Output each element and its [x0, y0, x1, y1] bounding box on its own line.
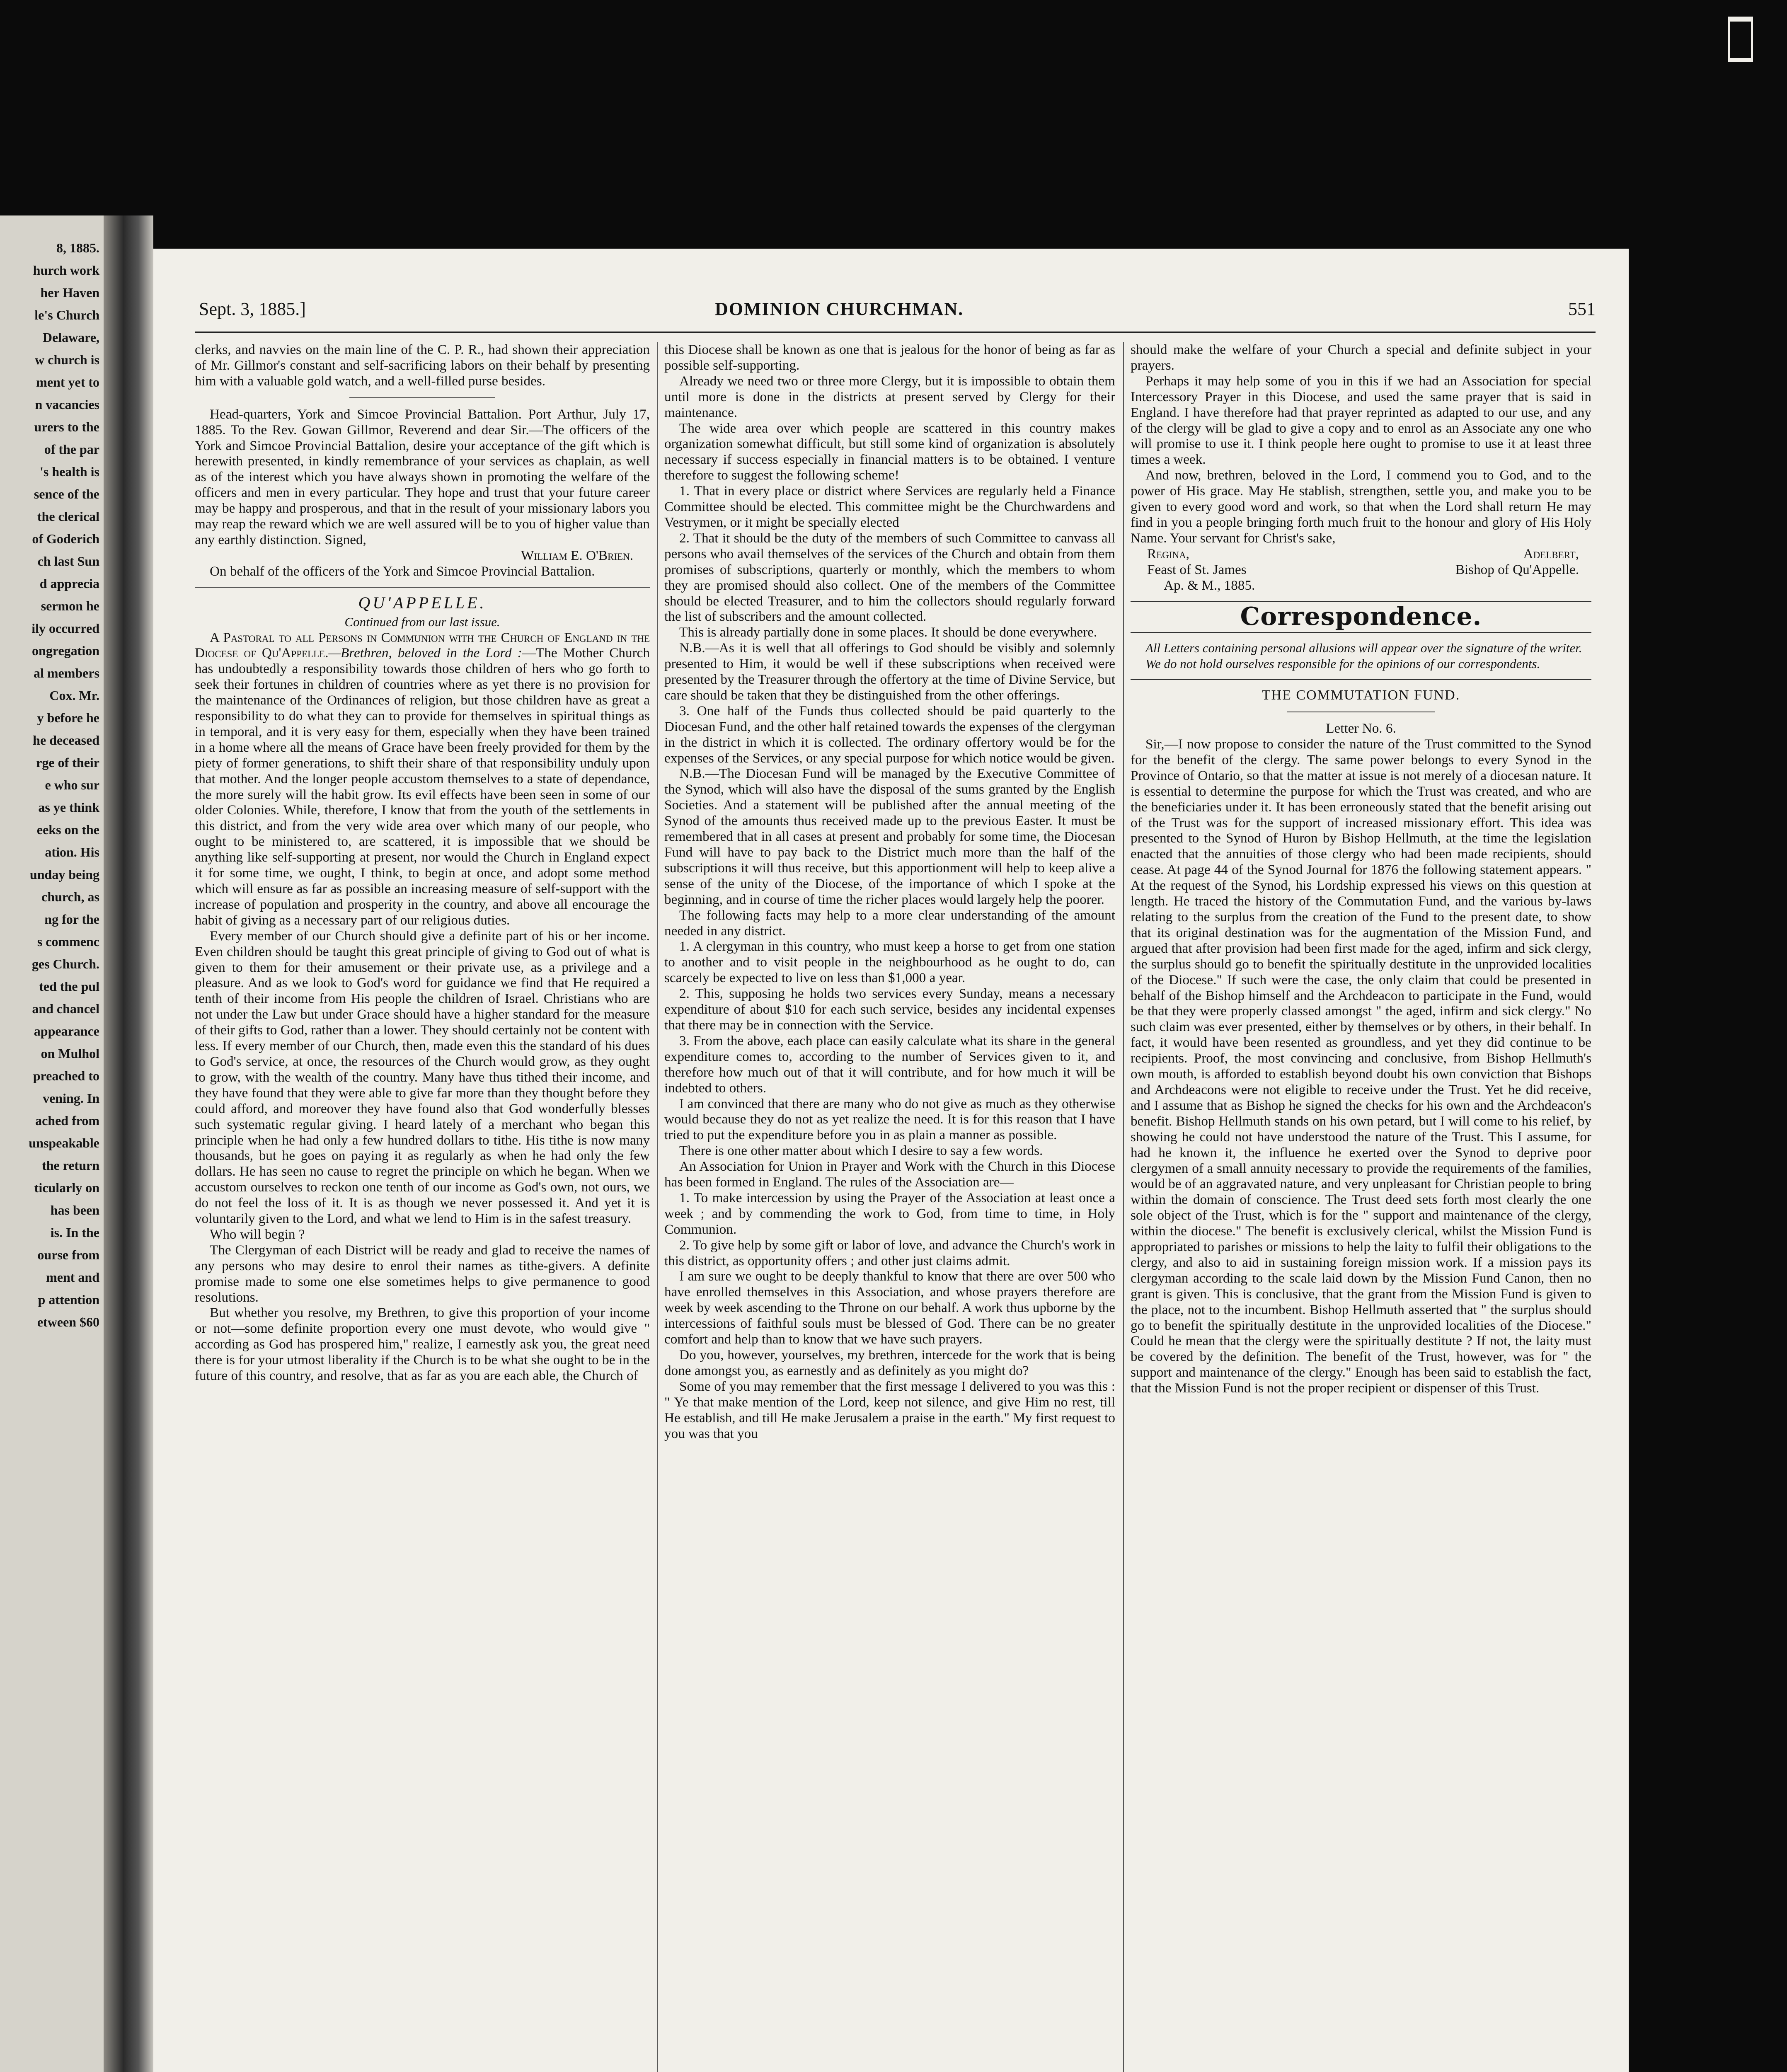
previous-page-line: p attention: [38, 1292, 99, 1307]
pastoral-p1: —The Mother Church has undoubtedly a responsibility towards those children of hers who go forth to seek their fortunes in children of countries where as yet there is no provision for the maintenance of the Ordinances of religion, but those children have as great a responsibility to do what they can to provide for themselves in spiritual things as in temporal, and it is very easy for them, especially when they have been trained in a home where all the means of Grace have been freely provided for them by the piety of former generations, to shift their share of that responsibility unduly upon that mother. And the longer people accustom themselves to a state of dependance, the more surely will the habit grow. Its evil effects have been seen in some of our older Colonies. While, therefore, I know that from the youth of the settlements in this district, and from the very wide area over which many of our people, who ought to be ministered to, are scattered, it is impossible that we should be anything like self-supporting at present, nor would the Church in England expect it for some time, we ought, I think, to begin at once, and adopt some method which will ensure as far as possible an increasing measure of self-support with the increase of population and prosperity in the country, and above all encourage the habit of giving as a necessary part of our religious duties.: [195, 645, 650, 928]
previous-page-line: ily occurred: [31, 621, 99, 636]
sig-regina: Regina,: [1147, 546, 1189, 562]
commutation-fund-title: THE COMMUTATION FUND.: [1262, 687, 1460, 703]
previous-page-line: church, as: [41, 889, 99, 904]
previous-page-line: on Mulhol: [41, 1046, 99, 1061]
previous-page-line: and chancel: [32, 1001, 99, 1016]
previous-page-line: ted the pul: [39, 979, 99, 994]
divider: [349, 397, 495, 398]
gillmor-intro: clerks, and navvies on the main line of the C. P. R., had shown their appreciation of Mr. Gillmor's constant and self-sacrificing labors on their behalf by presenting him with a valuable gold watch, and a well-filled purse besides.: [195, 342, 650, 389]
nb-offerings: N.B.—As it is well that all offerings to God should be visibly and solemnly presented to Him, it would be well if these subscriptions when received were presented by the Treasurer through the offertory at the time of Divine Service, but care should be taken that they be distinguished from the other offerings.: [664, 640, 1115, 703]
previous-page-line: rge of their: [36, 755, 99, 770]
col2-p8: An Association for Union in Prayer and Work with the Church in this Diocese has been formed in England. The rules of the Association are—: [664, 1159, 1115, 1190]
previous-page-line: ourse from: [37, 1247, 99, 1262]
previous-page-line: ment and: [46, 1270, 99, 1285]
previous-page-line: ticularly on: [34, 1180, 99, 1195]
correspondence-heading: Correspondence.: [1240, 602, 1482, 631]
col2-p1: this Diocese shall be known as one that is jealous for the honor of being as far as possible self-supporting.: [664, 342, 1115, 373]
previous-page-line: s commenc: [37, 934, 99, 949]
previous-page-line: etween $60: [37, 1314, 99, 1329]
nb-diocesan-fund: N.B.—The Diocesan Fund will be managed by the Executive Committee of the Synod, which will also have the disposal of the sums granted by the English Societies. And a statement will be published after the annual meeting of the Synod of the amounts thus received made up to the previous Easter. It must be remembered that in all cases at present and probably for some time, the Diocesan Fund will have to pay back to the District much more than the half of the subscriptions it will thus receive, but this apportionment will help to keep alive a sense of the unity of the Diocese, of the importance of which I spoke at the beginning, and in course of time the richer places would largely help the poorer.: [664, 766, 1115, 907]
header-rule: [195, 332, 1596, 333]
signature-obrien: William E. O'Brien.: [521, 547, 633, 563]
previous-page-line: le's Church: [34, 307, 99, 322]
column-2: [664, 342, 1115, 2072]
pastoral-p2: Every member of our Church should give a definite part of his or her income. Even children should be taught this great principle of giving to God out of what is given to them for their amusement or their private use, as a privilege and a pleasure. And as we look to God's word for guidance we find that He required a tenth of their income from His people the children of Israel. Christians who are not under the Law but under Grace should have a higher standard for the measure of their gifts to God, rather than a lower. They should certainly not be content with less. If every member of our Church, then, made even this the standard of his dues to God's service, at once, the resources of the Church would grow, as they ought to grow, with the wealth of the country. Many have thus tithed their income, and they have found that they were able to give far more than they thought before they could afford, and moreover they have found also that God wonderfully blesses such systematic regular giving. I heard lately of a merchant who began this principle when he had only a few hundred dollars to tithe. His tithe is now many thousands, but he goes on paying it as regularly as when he had only the few dollars. He has seen no cause to regret the principle on which he began. When we accustom ourselves to reckon one tenth of our income as God's own, not ours, we do not feel the loss of it. It is as though we never possessed it. And yet it is voluntarily given to the Lord, and what we lend to Him is in the safest treasury.: [195, 928, 650, 1227]
previous-page-line: sence of the: [34, 487, 99, 501]
commutation-letter-body: Sir,—I now propose to consider the nature of the Trust committed to the Synod for the benefit of the clergy. The same power belongs to every Synod in the Province of Ontario, so that the matter at issue is not merely of a diocesan nature. It is essential to determine the purpose for which the Trust was created, and who are the beneficiaries under it. It has been erroneously stated that the benefit arising out of the Trust was for the support of increased missionary effort. This idea was presented to the Synod of Huron by Bishop Hellmuth, at the time the legislation enacted that the annuities of those clergy who had been made recipients, should cease. At page 44 of the Synod Journal for 1876 the following statement appears. " At the request of the Synod, his Lordship expressed his views on this question at length. He traced the history of the Commutation Fund, and the various by-laws relating to the surplus from the creation of the Fund to the present date, to show that its original destination was for the augmentation of the Mission Fund, and argued that after provision had been first made for the aged, infirm and sick clergy, the surplus should go to benefit the spiritually destitute in the unprovided localities of the Diocese." If such were the case, the only claim that could be presented in behalf of the Bishop himself and the Archdeacon to participate in the Fund, would be that they were properly classed amongst " the aged, infirm and sick clergy." No such claim was ever presented, either by themselves or by others, in their behalf. In fact, it would have been resented as groundless, and yet they did continue to be recipients. Proof, the most convincing and conclusive, from Bishop Hellmuth's own mouth, is afforded to establish beyond doubt his own conviction that Bishops and Archdeacons were not eligible to receive under the Trust. Yet he did receive, and I assume that as Bishop he signed the checks for his own and the Archdeacon's benefit. Bishop Hellmuth stands on his own petard, but I will come to his relief, by showing he could not have understood the nature of the Trust. This I assume, for had he known it, the influence he exerted over the Synod to deprive poor clergymen of a small annuity necessary to provide the requirements of the families, would be of an aggravated nature, and very unpleasant for Christian people to bring within the domain of conscience. The Trust deed sets forth most clearly the one sole object of the Trust, which is for the " support and maintenance of the clergy, within the diocese." The benefit is exclusively clerical, whilst the Mission Fund is appropriated to parishes or missions to help the laity to fulfil their obligations to the clergy, and also to aid in sustaining foreign mission work. If a mission pays its clergyman according to the scale laid down by the Mission Fund Canon, then no grant is given. This is conclusive, that the grant from the Mission Fund is given to the place, not to the incumbent. Bishop Hellmuth asserted that " the surplus should go to benefit the spiritually destitute in the unprovided localities of the Diocese." Could he mean that the clergy were the spiritually destitute ? If not, the laity must be covered by the definition. The benefit of the Trust, however, was for " the support and maintenance of the clergy." Enough has been said to establish the fact, that the Mission Fund is not the proper recipient or dispenser of this Trust.: [1131, 736, 1591, 1396]
section-title-quappelle: QU'APPELLE.: [358, 593, 487, 612]
previous-page-line: of the par: [44, 442, 99, 457]
previous-page-line: d apprecia: [39, 576, 99, 591]
previous-page-line: w church is: [35, 352, 99, 367]
header-title: DOMINION CHURCHMAN.: [715, 299, 964, 319]
who-will-begin: Who will begin ?: [210, 1226, 305, 1242]
previous-page-line: as ye think: [38, 800, 99, 815]
pastoral-p4: But whether you resolve, my Brethren, to give this proportion of your income or not—some definite proportion every one must devote, who would give " according as God has prospered him," realize, I earnestly ask you, the great need there is for your utmost liberality if the Church is to be what she ought to be in the future of this country, and resolve, that as far as you are each able, the Church of: [195, 1305, 650, 1384]
continued-note: Continued from our last issue.: [344, 614, 500, 629]
fact-2: 2. This, supposing he holds two services every Sunday, means a necessary expenditure of about $10 for each such service, besides any incidental expenses that there may be in connection with the Service.: [664, 986, 1115, 1033]
previous-page-line: appearance: [34, 1024, 99, 1038]
previous-page-line: of Goderich: [32, 531, 99, 546]
previous-page-line: e who sur: [45, 777, 99, 792]
previous-page-line: ation. His: [45, 845, 99, 859]
previous-page-line: her Haven: [40, 285, 99, 300]
signature-line-1: [1131, 546, 1591, 562]
previous-page-line: y before he: [37, 710, 99, 725]
col2-p4: This is already partially done in some places. It should be done everywhere.: [679, 625, 1097, 640]
header-date: Sept. 3, 1885.]: [199, 299, 306, 319]
previous-page-line: 's health is: [39, 464, 99, 479]
scheme-item-3: 3. One half of the Funds thus collected should be paid quarterly to the Diocesan Fund, and the other half retained towards the expenses of the clergyman in the district in which it is collected. The ordinary offertory would be for the expenses of the Services, or any special purpose for which notice would be given.: [664, 703, 1115, 766]
previous-page-line: unspeakable: [29, 1135, 99, 1150]
divider: [195, 587, 650, 588]
previous-page-line: the return: [42, 1158, 99, 1173]
previous-page-line: unday being: [29, 867, 99, 882]
previous-page-line: ng for the: [44, 912, 99, 927]
col3-p3: And now, brethren, beloved in the Lord, I commend you to God, and to the power of His grace. May He stablish, strengthen, settle you, and make you to be given to every good word and work, so that when the Lord shall return He may find in you a people bringing forth much fruit to the honour and glory of His Holy Name. Your servant for Christ's sake,: [1131, 467, 1591, 546]
column-rule-2: [1123, 342, 1124, 2072]
previous-page-line: Delaware,: [42, 330, 99, 345]
previous-page-line: eeks on the: [36, 822, 99, 837]
pastoral-p3: The Clergyman of each District will be ready and glad to receive the names of any persons who may desire to enrol their names as tithe-givers. A definite promise made to some one else sometimes helps to give permanence to good resolutions.: [195, 1242, 650, 1305]
pastoral-opening: [195, 630, 650, 928]
col2-p9: I am sure we ought to be deeply thankful to know that there are over 500 who have enrolled themselves in this Association, and whose prayers therefore are week by week ascending to the Throne on our behalf. A work thus upborne by the intercessions of faithful souls must be blessed of God. There can be no greater comfort and help than to know that we have such prayers.: [664, 1268, 1115, 1347]
previous-page-line: hurch work: [33, 263, 99, 278]
previous-page-fragment: [0, 215, 104, 2072]
scheme-item-2: 2. That it should be the duty of the members of such Committee to canvass all persons who avail themselves of the services of the Church and obtain from them promises of subscriptions, quarterly or monthly, which the members to whom they are promised should also collect. One of the members of the Committee should be elected Treasurer, and to him the collectors should regularly forward the list of subscribers and the amount collected.: [664, 530, 1115, 625]
correspondence-note-2: We do not hold ourselves responsible for the opinions of our correspondents.: [1145, 656, 1540, 671]
previous-page-line: 8, 1885.: [56, 240, 99, 255]
scheme-item-1: 1. That in every place or district where Services are regularly held a Finance Committee should be elected. This committee might be the Churchwardens and Vestrymen, or it might be specially elected: [664, 483, 1115, 530]
divider: [1131, 632, 1591, 633]
fact-3: 3. From the above, each place can easily calculate what its share in the general expenditure comes to, according to the number of Services given to it, and therefore how much out of that it will contribute, and for how much it will be indebted to others.: [664, 1033, 1115, 1096]
col3-p1: should make the welfare of your Church a special and definite subject in your prayers.: [1131, 342, 1591, 373]
divider: [1131, 601, 1591, 602]
column-3: [1131, 342, 1591, 2072]
previous-page-line: urers to the: [34, 419, 99, 434]
previous-page-line: Cox. Mr.: [49, 688, 99, 703]
correspondence-note-1: All Letters containing personal allusions will appear over the signature of the writer.: [1145, 641, 1582, 656]
previous-page-line: ges Church.: [32, 956, 99, 971]
fact-1: 1. A clergyman in this country, who must keep a horse to get from one station to another and to visit people in the neighbourhood as he ought to do, can scarcely be expected to live on less than $1,000 a year.: [664, 939, 1115, 986]
header-page-number: 551: [1568, 299, 1596, 319]
sig-adelbert: Adelbert,: [1523, 546, 1579, 562]
col2-p11: Some of you may remember that the first message I delivered to you was this : " Ye that make mention of the Lord, keep not silence, and give Him no rest, till He establish, and till He make Jerusalem a praise in the earth." My first request to you was that you: [664, 1378, 1115, 1441]
col3-p2: Perhaps it may help some of you in this if we had an Association for special Intercessory Prayer in this Diocese, and used the same prayer that is said in England. I have therefore had that prayer reprinted as adapted to our use, and any of the clergy will be glad to give a copy and to enrol as an Associate any one who will promise to use it. I think people here ought to promise to use it at least three times a week.: [1131, 373, 1591, 467]
letter-number: Letter No. 6.: [1326, 721, 1396, 736]
col2-p7: There is one other matter about which I desire to say a few words.: [679, 1143, 1043, 1159]
col2-p6: I am convinced that there are many who do not give as much as they otherwise would because they do not as yet realize the need. It is for this reason that I have tried to put the expenditure before you in as plain a manner as possible.: [664, 1096, 1115, 1143]
signature-line-2: [1131, 562, 1591, 578]
previous-page-line: sermon he: [41, 598, 99, 613]
previous-page-line: n vacancies: [35, 397, 99, 412]
book-gutter: [104, 215, 153, 2072]
previous-page-line: ment yet to: [36, 375, 99, 390]
pastoral-salutation: —Brethren, beloved in the Lord :: [328, 645, 522, 661]
col2-p10: Do you, however, yourselves, my brethren, intercede for the work that is being done amongst you, as earnestly and as definitely as you might do?: [664, 1347, 1115, 1378]
previous-page-line: ongregation: [32, 643, 99, 658]
column-1: [195, 342, 650, 2072]
previous-page-line: preached to: [33, 1068, 99, 1083]
scan-corner-mark-inner: [1730, 22, 1751, 58]
previous-page-line: he deceased: [33, 733, 99, 748]
col2-p2: Already we need two or three more Clergy, but it is impossible to obtain them until more is done in the districts at present served by Clergy for their maintenance.: [664, 373, 1115, 420]
rule-1: 1. To make intercession by using the Prayer of the Association at least once a week ; and by commending the work to God, from time to time, in Holy Communion.: [664, 1190, 1115, 1237]
previous-page-line: has been: [50, 1203, 99, 1218]
divider: [1131, 679, 1591, 680]
page-header: [195, 298, 1596, 327]
previous-page-line: ached from: [35, 1113, 99, 1128]
rule-2: 2. To give help by some gift or labor of love, and advance the Church's work in this district, as opportunity offers ; and other just claims admit.: [664, 1237, 1115, 1268]
previous-page-line: the clerical: [37, 509, 99, 524]
previous-page-line: al members: [33, 666, 99, 680]
previous-page-line: vening. In: [43, 1091, 99, 1106]
sig-bishop: Bishop of Qu'Appelle.: [1455, 562, 1579, 577]
sig-feast: Feast of St. James: [1147, 562, 1247, 577]
previous-page-line: is. In the: [50, 1225, 99, 1240]
col2-p3: The wide area over which people are scattered in this country makes organization somewhat difficult, but still some kind of organization is absolutely necessary if success especially in financial matters is to be obtained. I venture therefore to suggest the following scheme!: [664, 420, 1115, 483]
col2-p5: The following facts may help to a more clear understanding of the amount needed in any district.: [664, 907, 1115, 939]
pastoral-heading: A Pastoral to all Persons in Communion with the Church of England in the Diocese of Qu'Appelle.: [195, 629, 650, 661]
previous-page-line: ch last Sun: [37, 554, 99, 569]
column-rule-1: [657, 342, 658, 2072]
sig-date: Ap. & M., 1885.: [1164, 577, 1255, 593]
battalion-letter: Head-quarters, York and Simcoe Provincial Battalion. Port Arthur, July 17, 1885. To the Rev. Gowan Gillmor, Reverend and dear Sir.—The officers of the York and Simcoe Provincial Battalion, desire your acceptance of the gift which is herewith presented, in kindly remembrance of your services as chaplain, as well as of the interest which you have always shown in promoting the welfare of the officers and men in every particular. They hope and trust that your future career may be happy and prosperous, and that in the result of your missionary labors you may reap the reward which we are well assured will be to you of higher value than any earthly distinction. Signed,: [195, 406, 650, 547]
newspaper-page: [153, 249, 1629, 2072]
on-behalf-text: On behalf of the officers of the York and Simcoe Provincial Battalion.: [210, 563, 595, 579]
